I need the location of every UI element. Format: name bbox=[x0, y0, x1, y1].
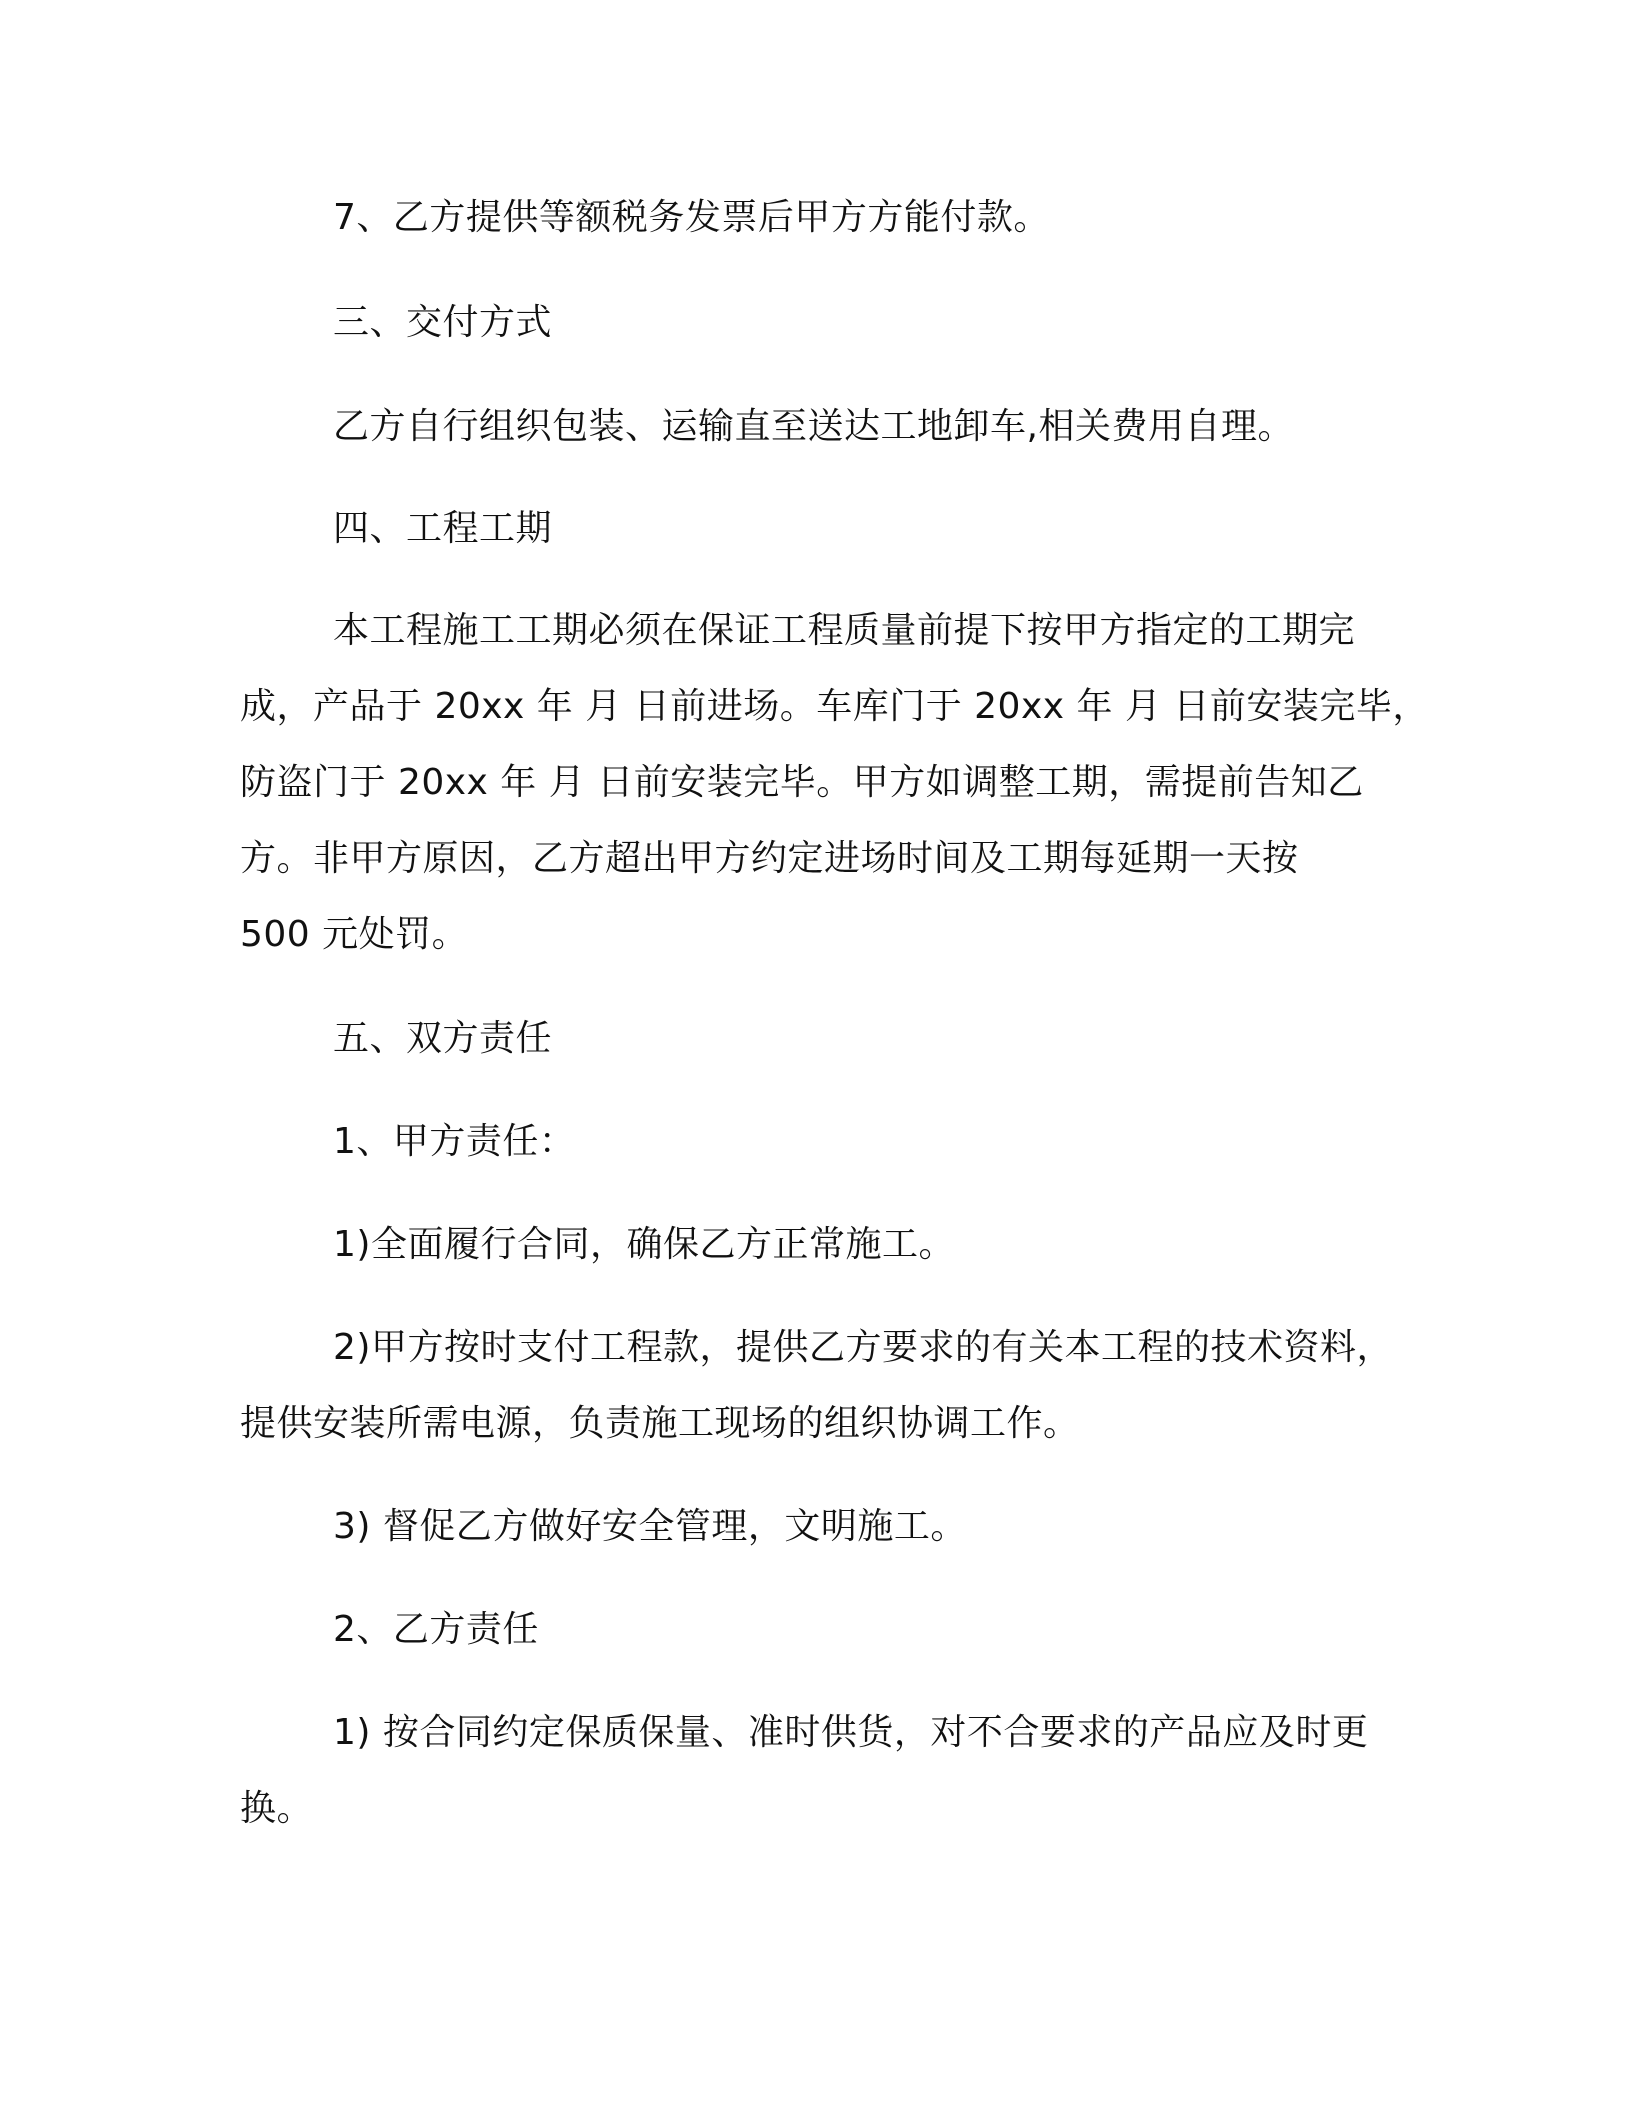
paragraph-delivery: 乙方自行组织包装、运输直至送达工地卸车,相关费用自理。 bbox=[333, 406, 1294, 447]
party-b-item-1-line-2: 换。 bbox=[240, 1788, 314, 1829]
party-b-item-1-line-1: 1) 按合同约定保质保量、准时供货，对不合要求的产品应及时更 bbox=[333, 1712, 1369, 1753]
subheading-party-b: 2、乙方责任 bbox=[333, 1609, 539, 1650]
paragraph-schedule-line-3: 防盗门于 20xx 年 月 日前安装完毕。甲方如调整工期，需提前告知乙 bbox=[240, 762, 1364, 803]
paragraph-schedule-line-1: 本工程施工工期必须在保证工程质量前提下按甲方指定的工期完 bbox=[333, 610, 1356, 651]
party-a-item-2-line-1: 2)甲方按时支付工程款，提供乙方要求的有关本工程的技术资料， bbox=[333, 1327, 1393, 1368]
section-heading-schedule: 四、工程工期 bbox=[333, 508, 553, 549]
party-a-item-1: 1)全面履行合同，确保乙方正常施工。 bbox=[333, 1224, 955, 1265]
paragraph-item-7-invoice: 7、乙方提供等额税务发票后甲方方能付款。 bbox=[333, 197, 1050, 238]
section-heading-responsibilities: 五、双方责任 bbox=[333, 1018, 553, 1059]
party-a-item-3: 3) 督促乙方做好安全管理，文明施工。 bbox=[333, 1506, 967, 1547]
paragraph-schedule-line-5: 500 元处罚。 bbox=[240, 914, 469, 955]
party-a-item-2-line-2: 提供安装所需电源，负责施工现场的组织协调工作。 bbox=[240, 1403, 1080, 1444]
paragraph-schedule-line-4: 方。非甲方原因，乙方超出甲方约定进场时间及工期每延期一天按 bbox=[240, 838, 1299, 879]
subheading-party-a: 1、甲方责任： bbox=[333, 1121, 576, 1162]
section-heading-delivery: 三、交付方式 bbox=[333, 302, 553, 343]
paragraph-schedule-line-2: 成，产品于 20xx 年 月 日前进场。车库门于 20xx 年 月 日前安装完毕， bbox=[240, 686, 1429, 727]
